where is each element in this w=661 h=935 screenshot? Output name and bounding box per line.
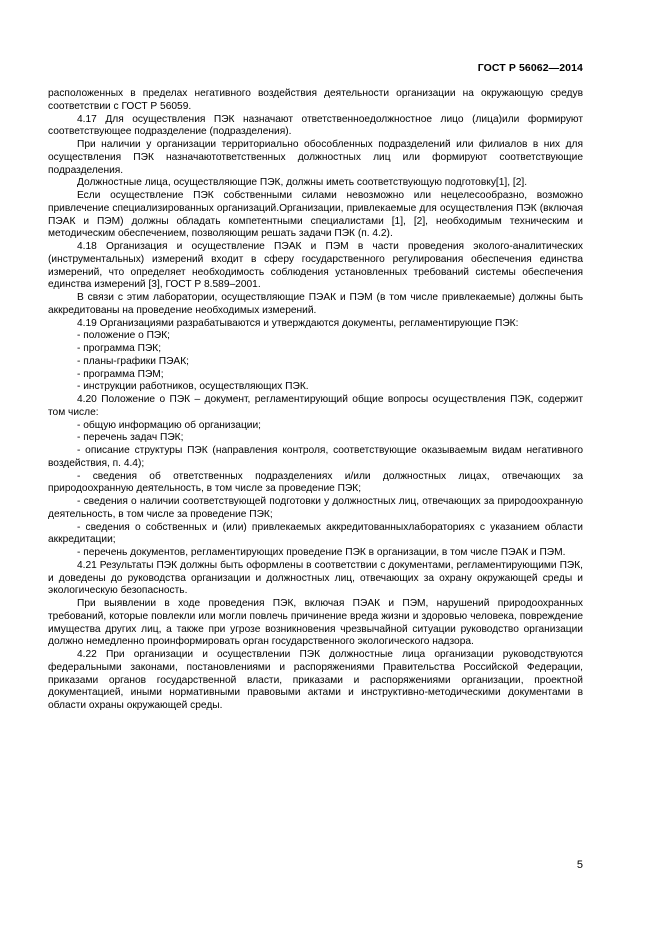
- paragraph: При выявлении в ходе проведения ПЭК, включая ПЭАК и ПЭМ, нарушений природоохранных требований, которые повлекли или могли повлечь причинение вреда жизни и здоровью человека, повреждение имущества других лиц, а также при угрозе возникновения чрезвычайной ситуации руководство организации должно немедленно проинформировать орган государственного экологического надзора.: [48, 598, 583, 648]
- clause-4-19: 4.19 Организациями разрабатываются и утверждаются документы, регламентирующие ПЭК:: [77, 317, 519, 329]
- paragraph: Если осуществление ПЭК собственными силами невозможно или нецелесообразно, возможно привлечение специализированных организаций.Организации, привлекаемые для осуществления ПЭК (включая ПЭАК и ПЭМ) должны обладать компетентными специалистами [1], [2], необходимым техническим и методическим обеспечением, позволяющим решать задачи ПЭК (п. 4.2).: [48, 190, 583, 240]
- page-number: 5: [576, 859, 583, 871]
- document-header: ГОСТ Р 56062—2014: [477, 62, 583, 74]
- list-item: - описание структуры ПЭК (направления контроля, соответствующие оказываемым видам негативного воздействия, п. 4.4);: [48, 445, 583, 469]
- list-item: - перечень задач ПЭК;: [77, 432, 184, 444]
- list-item: - программа ПЭК;: [77, 343, 162, 354]
- paragraph-continuation: расположенных в пределах негативного воздействия деятельности организации на окружающую средув соответствии с ГОСТ Р 56059.: [48, 88, 583, 112]
- paragraph: В связи с этим лаборатории, осуществляющие ПЭАК и ПЭМ (в том числе привлекаемые) должны быть аккредитованы на проведение необходимых измерений.: [48, 292, 583, 316]
- clause-4-21: 4.21 Результаты ПЭК должны быть оформлены в соответствии с документами, регламентирующими ПЭК, и доведены до руководства организации и должностных лиц, отвечающих за охрану окружающей среды и экологическую безопасность.: [48, 559, 583, 597]
- clause-4-18: 4.18 Организация и осуществление ПЭАК и ПЭМ в части проведения эколого-аналитических (инструментальных) измерений входит в сферу государственного регулирования обеспечения единства измерений, что определяет необходимость соблюдения установленных требований системы обеспечения единства измерений [3], ГОСТ Р 8.589–2001.: [48, 241, 583, 291]
- document-body: [48, 88, 583, 713]
- paragraph: При наличии у организации территориально обособленных подразделений или филиалов в них для осуществления ПЭК назначаютответственных должностных лиц или формируют соответствующие подразделения.: [48, 139, 583, 176]
- list-item: - положение о ПЭК;: [77, 330, 170, 342]
- paragraph: Должностные лица, осуществляющие ПЭК, должны иметь соответствующую подготовку[1], [2].: [77, 177, 528, 189]
- list-item: - сведения о наличии соответствующей подготовки у должностных лиц, отвечающих за природоохранную деятельность, в том числе за проведение ПЭК;: [48, 496, 583, 520]
- list-item: - программа ПЭМ;: [77, 368, 164, 380]
- list-item: - перечень документов, регламентирующих проведение ПЭК в организации, в том числе ПЭАК и ПЭМ.: [77, 547, 566, 558]
- list-item: - планы-графики ПЭАК;: [77, 355, 189, 367]
- clause-4-17: 4.17 Для осуществления ПЭК назначают ответственноедолжностное лицо (лица)или формируют соответствующее подразделение (подразделения).: [48, 113, 583, 138]
- list-item: - сведения о собственных и (или) привлекаемых аккредитованныхлабораториях с указанием области аккредитации;: [48, 521, 583, 546]
- clause-4-22: 4.22 При организации и осуществлении ПЭК должностные лица организации руководствуются федеральными законами, постановлениями и распоряжениями Правительства Российской Федерации, приказами органов государственной власти, приказами и распоряжениями организации, проектной документацией, иными нормативными правовыми актами и инструктивно-методическими документами в области охраны окружающей среды.: [48, 649, 583, 711]
- clause-4-20: 4.20 Положение о ПЭК – документ, регламентирующий общие вопросы осуществления ПЭК, содержит том числе:: [48, 394, 583, 418]
- list-item: - общую информацию об организации;: [77, 419, 262, 431]
- list-item: - сведения об ответственных подразделениях и/или должностных лицах, отвечающих за природоохранную деятельность, в том числе за проведение ПЭК;: [48, 470, 583, 495]
- list-item: - инструкции работников, осуществляющих ПЭК.: [77, 381, 309, 393]
